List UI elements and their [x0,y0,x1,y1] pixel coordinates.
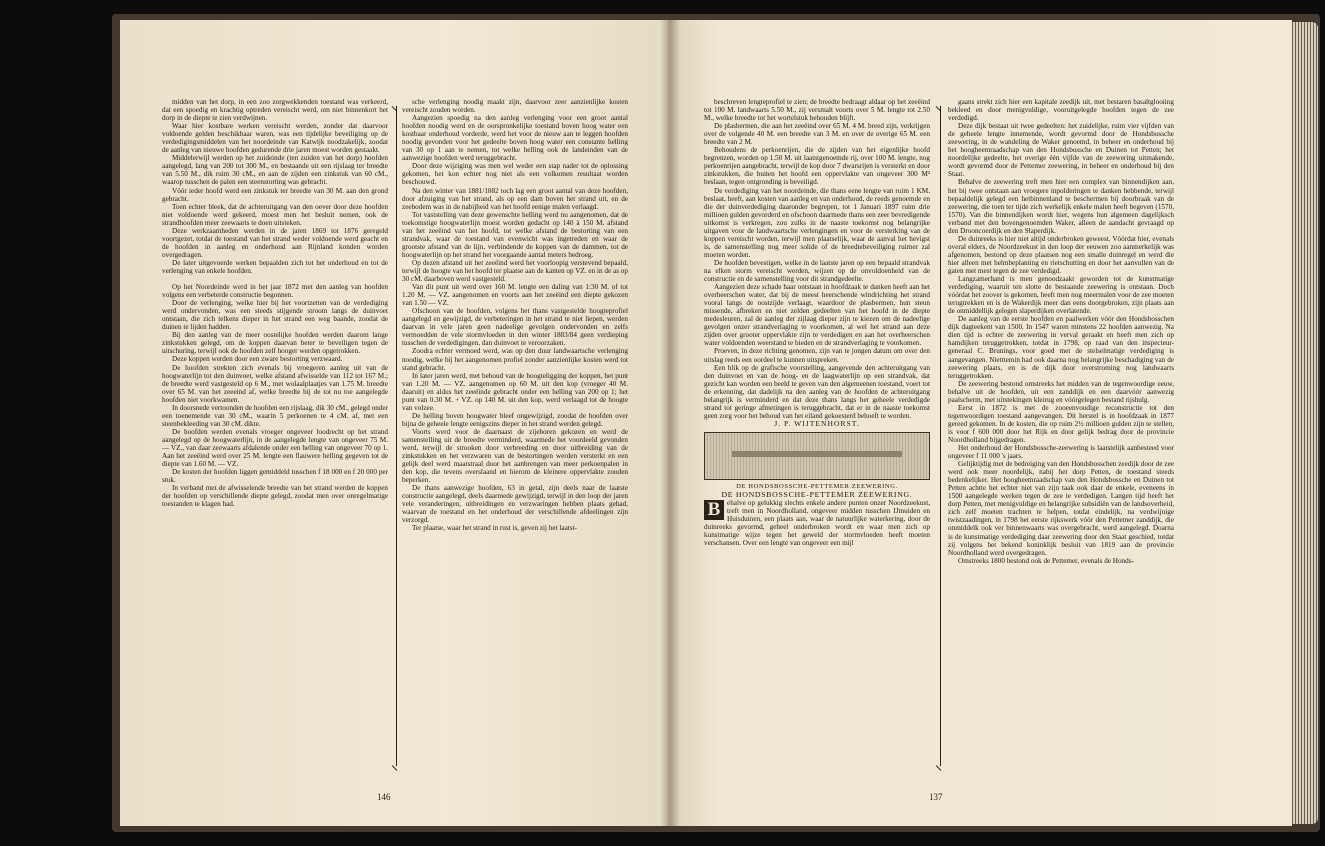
paragraph: Het onderhoud der Hondsbossche-zeewering is laatstelijk aanbesteed voor ongeveer f 11 000 's jaars. [948,444,1174,461]
paragraph: Ter plaatse, waar het strand in rust is, geven zij het laatst- [412,524,577,533]
column-divider [396,106,397,766]
paragraph: De later uitgevoerde werken bepaalden zich tot het onderhoud en tot de verlenging van enkele hoofden. [162,258,388,275]
paragraph: De plasbermen, die aan het zeeëind over 65 M. 4 M. breed zijn, verkrijgen over de volgende 40 M. een breedte van 3 M. en over de overige 65 M. een breedte van 2 M. [704,122,930,147]
paragraph: Tot vaststelling van deze gewenschte helling werd nu aangenomen, dat de toekomstige hoogwaterlijn moest worden gedacht op 140 à 150 M. afstand van het zeeëind van het hoofd, tot welke afstand de bestorting van een strandvak, waar de toestand van evenwicht was ingetreden en waar de grootste afstand van de lijn, verbindende de koppen van de dammen, tot de hoogwaterlijn op het strand het voorgaande aantal meters bedroeg. [402,210,628,259]
paragraph: Aangezien spoedig na den aanleg verlenging voor een groot aantal hoofden noodig werd en de oorspronkelijke toestand boven hoog water een kostbaar onderhoud vorderde, werd het voor de nieuw aan te leggen hoofden noodig gevonden voor het gedeelte boven hoog water een constante helling van 30 op 1 aan te nemen, tot welke helling ook de landeinden van de aanwezige hoofden werd teruggebracht. [402,114,628,163]
paragraph: Toen echter bleek, dat de achteruitgang van den oever door deze hoofden niet voldoende werd gekeerd, moest men het besluit nemen, ook de strandhoofden meer zeewaarts te doen uitsteken. [162,202,388,227]
drop-cap: B [704,500,724,520]
paragraph: Deze werkzaamheden werden in de jaren 1869 tot 1876 geregeld voortgezet, totdat de toestand van het strand weder voldoende werd geacht en de hoofden in aanleg en onderhoud aan Rijnland konden worden overgedragen. [162,226,388,259]
paragraph: Voorts werd voor de daarnaast de zijeboren gekozen en werd de samenstelling uit de breedte verminderd, waarmede het voordeeld gevonden werd, terwijl de strooken door verbreeding en door uitbreiding van de zinkstukken en het verzwaren van de bestortingen werden versterkt en een gelijk deel werd maatstraal door het aanbrengen van meer perkoenpalen in den kop, die tevens overslaand en hierom de kleinere oppervlakte zouden beperken. [402,427,628,485]
paragraph: Vóór ieder hoofd werd een zinkstuk ter breedte van 30 M. aan den grond gebracht. [162,186,388,203]
paragraph: Op dezen afstand uit het zeeëind werd het voorloopig verstevend bepaald, terwijl de hoogte van het hoofd ter plaatse aan de kanten op VZ. en in de as op 30 cM. daarboven werd vastgesteld. [402,258,628,284]
section-title: DE HONDSBOSSCHE-PETTEMER ZEEWERING. [721,489,913,499]
paragraph: In later jaren werd, met behoud van de hoogteligging der koppen, het punt van 1.20 M. — VZ. aangenomen op 60 M. uit den kop (vroeger 40 M. daaruit) en aldus het zeeëinde gebracht onder een helling van 200 op 1; het punt van 0.30 M. + VZ. op 140 M. uit den kop, werd verlaagd tot de hoogte van volzee. [402,371,628,412]
paragraph: Door deze wijziging was men wel weder een stap nader tot de oplossing gekomen, het kon echter nog niet als een volkomen resultaat worden beschouwd. [402,162,628,187]
paragraph: De kosten der hoofden liggen gemiddeld tusschen f 18 000 en f 20 000 per stuk. [162,468,388,485]
paragraph: Een blik op de grafische voorstelling, aangevende den achteruitgang van den duinvoet en van de hoog- en de laagwaterlijn op een strandvak, dat gezicht kan worden een beeld te geven van den algemeenen toestand, voert tot de erkenning, dat dadelijk na den aanleg van de hoofden de achteruitgang belangrijk is verminderd en dat deze thans langs het geheele verdedigde strand tot geringe afmetingen is teruggebracht, dat er in de naaste toekomst geen zorg voor het behoud van het eiland gekoesterd behoeft te worden. [704,363,930,420]
right-column-2 [948,98,1174,565]
paragraph: De hoofden werden evenals vroeger ongeveer loodrecht op het strand aangelegd op de hoogwaterlijn, in de aangelegde lengte van ongeveer 75 M. — VZ., van daar zeewaarts afdalende onder een helling van ongeveer 70 op 1. Aan het zeeëind werd over 25 M. lengte een flauwere helling gegeven tot de diepte van 1.60 M. — VZ. [162,427,388,469]
left-column-2 [402,98,628,533]
page-number-right: 137 [929,792,943,802]
paragraph: Door de verlenging, welke hier bij het voortzetten van de verdediging werd ondervonden, was een steeds stijgende stroom langs de duinvoet ontstaan, die zich telkens dieper in het strand een weg baande, zoodat de duinen te lijden hadden. [162,299,388,332]
paragraph: De hoofden strekten zich evenals bij vroegeren aanleg uit van de hoogwaterlijn tot den duinvoet, welke afstand afwisselde van 112 tot 167 M.; de breedte werd vastgesteld op 6 M., met wolaalplaatjes van 1.75 M. breedte over 65 M. van het zeeeind af, welke breedte bij de tot nu toe aangelegde hoofden niet voorkwamen. [162,363,388,404]
paragraph: Eerst in 1872 is met de zooeenvoudige reconstructie tot den tegenwoordigen toestand aangevangen. Dit herstel is in hoofdzaak in 1877 gereed gekomen. In de kosten, die op ruim 2½ millioen gulden zijn te stellen, is voor f 600 000 door het Rijk en door gelijk bedrag door de provincie Noordholland bijgedragen. [948,403,1174,444]
paragraph: Van dit punt uit werd over 160 M. lengte een daling van 1:30 M. of tot 1.20 M. — VZ. aangenomen en voorts aan het zeeëind een diepte gekozen van 1.50 — VZ. [402,283,628,308]
paragraph: sche verlenging noodig maakt zijn, daarvoor zeer aanzienlijke kosten vereischt zouden worden. [402,98,628,115]
paragraph: De helling boven hoogwater bleef ongewijzigd, zoodat de hoofden over bijna de geheele lengte eenigszins dieper in het strand werden gelegd. [402,411,628,428]
paragraph: Waar hier kostbare werken vereischt werden, zonder dat daarvoor voldoende gelden beschikbaar waren, was een tijdelijke beveiliging op de verdedigingsmiddelen van het noordeinde van Katwijk noodzakelijk, zoodat de aanleg van nieuwe hoofden gedurende drie jaren moest worden gestaakt. [162,122,388,155]
paragraph [704,499,930,547]
paragraph: Op het Noordeinde werd in het jaar 1872 met den aanleg van hoofden volgens een verbeterde constructie begonnen. [162,283,388,300]
paragraph: De aanleg van de eerste hoofden en paalwerken vóór den Hondsbosschen dijk dagteekent van 1500. In 1547 waren minstens 22 hoofden aanwezig. Na dien tijd is echter de zeewering in verval geraakt en heeft men zich op hamdijken teruggetrokken, totdat in 1798, op raad van den inspecteur-generaal C. Brunings, voor goed met de stelselmatige verdediging is aangevangen. Nietttemin had ook daarna nog belangrijke beschadiging van de zeewering plaats, en is de dijk door overstroming nog landwaarts teruggetrokken. [948,315,1174,380]
paragraph: Behalve de zeewering treft men hier een complex van binnendijken aan, het bij twee ontstaan aan vroegere inpolderingen te danken hebbende, terwijl bepaaldelijk gelegd een hetbinnenland te beschermen bij doorbraak van de zeewering, die toen ter tijde zich werkelijk enkele malen heeft begeven (1570, 1570). Van die binnendijken wordt hier, wegens hun algemeen dagelijksch verband met den bovengenoemden Waker, alleen de aandacht gevraagd op den Drooncoerdijk en den Slaperdijk. [948,178,1174,235]
paragraph: gaans strekt zich hier een kapitale zeedijk uit, met bestaren basaltglooiing bekleed en door menigvuldige, vooruitgelegde hoofden tegen de zee verdedigd. [948,98,1174,123]
column-divider [940,106,941,766]
paragraph: Deze dijk bestaat uit twee gedeelten: het zuidelijke, ruim vier vijfden van de geheele lengte innemende, wordt gevormd door de Hondsbossche zeewering, in de wandeling de Waker genoemd, in beheer en onderhoud bij het hoogheemraadschap van den Hondsbossche en Duinen tot Petten; het noordelijke gedeelte, het overige één vijfde van de zeewering uitmakende, wordt gevormd door de Pettemer zeewering, in beheer en onderhoud bij den Staat. [948,122,1174,179]
paragraph: Gelijktijdig met de bedreiging van den Hondsbosschen zeedijk door de zee werd ook meer noordelijk, nabij het dorp Petten, de toestand steeds bedenkelijker. Het hoogheemraadschap van den Hondsbossche en Duinen tot Petten achtte het echter niet van zijn taak ook daar de enkele, eveneens in 1500 aangelegde werken tegen de zee te verdedigen. Langen tijd heeft het dorp Petten, met menigvuldige en belangrijke subsidiën van de landsoverheid, zich zelf moeten trachten te helpen, totdat eindelijk, na verdwijnige twistzaadingen, in 1798 het eerste rijkswerk vóór den Pettemer zanddijk, die onmiddelk ook ver binnenwaarts was overgebracht, werd aangelegd. Doarna is de kunstmatige verdediging daar zeewering door den Staat geschied, totdat zij volgens het bekend koninklijk besluit van 1819 aan de provincie Noordholland werd overgedragen. [948,460,1174,557]
page-number-left: 146 [377,792,391,802]
paragraph: Middelerwijl werden op het zuideinde (ten zuiden van het dorp) hoofden aangelegd, lang van 200 tot 300 M., en bestaande uit een rijslaag ter breedte van 5.50 M., dik ruim 30 cM., en aan de zijden een zinkstuk van 60 cM., waarop tusschen de palen een steenstorting was gebracht. [162,154,388,187]
paragraph: Na den winter van 1881/1882 toch lag een groot aantal van deze hoofden, door afzuiging van het strand, als op een dam boven het strand uit, en de zeebodem was in de nabijheid van het hoofd eenige malen verlaagd. [402,186,628,211]
paragraph: midden van het dorp, in een zoo zorgwekkenden toestand was verkeerd, dat een spoedig en krachtig optreden vereischt werd, om niet binnenkort het dorp in de diepte te zien verdwijnen. [162,98,388,123]
paragraph: De duinreeks is hier niet altijd onderbroken geweest. Vóórdat hier, evenals overal elders, de Noordzeekust in den loop der eeuwen zoo aanmerkelijk was afgenomen, bestond op deze plaatsen nog een smalle duinregel en werd die hier alleen met helmbeplanting en rietschutting en door het aanvullen van de gaten met mest tegen de zee verdedigd. [948,234,1174,275]
paragraph: De verdediging van het noordeinde, die thans eene lengte van ruim 1 KM. beslaat, heeft, aan kosten van aanleg en van onderhoud, de reeds genoemde en die der duinverdediging daaronder begrepen, tot 1 Januari 1897 ruim drie millioen gulden gevorderd en ofschoon daarmede thans een zeer bevredigende uitkomst is verkregen, zou zulks in de naaste toekomst nog belangrijke uitgaven voor de landwaartsche verlengingen en voor de versterking van de koppen vereischt worden, terwijl men plaatselijk, waar de aanval het hevigst is, de samenstelling nog meer solide of de breedtebeveiliging ruimer zal moeten worden. [704,186,930,259]
author-signature: J. P. WIJTENHORST. [774,418,860,428]
paragraph: beschreven lengteprofiel te zien; de breedte bedraagt aldaar op het zeeëind tot 100 M. landwaarts 5.50 M., zij versmalt voorts over 5 M. lengte tot 2.50 M., welke breedte tot het wortelstuk behouden blijft. [704,98,930,123]
paragraph: In verband met de afwisselende breedte van het strand werden de koppen der hoofden op verschillende diepte gelegd, zoodat men over onregelmatige toestanden te klagen had. [162,484,388,509]
paragraph: In doorsnede vertoonden de hoofden een rijslaag, dik 30 cM., gelegd onder een toenemende van 30 cM., waarin 5 perkoenen te 4 cM. af, met een steenbekleeding van 30 cM. dikte. [162,403,388,428]
paragraph: De thans aanwezige hoofden, 63 in getal, zijn deels naar de laatste constructie aangelegd, deels daarmede gewijzigd, terwijl in den loop der jaren vele veranderingen, uitbreidingen en verzwaringen hebben plaats gehad, waarvan de toestand en het onderhoud der verschillende afdeelingen zijn verzorgd. [402,484,628,525]
paragraph: Aangezien deze schade haar ontstaan in hoofdzaak te danken heeft aan het overheerschen water, dat bij de meest heerschende windrichting het strand vooral langs de oostzijde verlaagt, waardoor de plasbermen, hun steun missende, afbreken en niet zelden gedeelten van het hoofd in de diepte medesleuren, zal de aanleg der zijlaag dieper zijn te kiezen om de nadeelige gevolgen onzer strandverlaging te voorkomen, al wel het strand aan deze zijden over grooter oppervlakte zijn te verdedigen en aan het overheerschen water voldoenden weerstand te bieden en de strandverlaging te voorkomen. [704,283,930,348]
paragraph-text: ehalve op gelukkig slechts enkele andere punten onzer Noordzeekust, treft men in Noordholland, ongeveer midden tusschen IJmuiden en Huisduinen, een plaats aan, waar de natuurlijke waterkering, door de duinreeks gevormd, geheel onderbroken wordt en waar men zich op kunstmatige wijze tegen het geweld der stormvloeden heeft moeten verschansen. Over een lengte van ongeveer een mijl [704,499,930,548]
paragraph: De hoofden bevestigen, welke in de laatste jaren op een bepaald strandvak na elken storm vereischt werden, wijzen op de onvoldoenheid van de constructie en de samenstelling voor dit strandgedeelte. [704,258,930,284]
paragraph: Behoudens de perkoenrijen, die de zijden van het eigenlijke hoofd begrenzen, worden op 1.50 M. uit laatstgenoemde rij, over 100 M. lengte, nog perkoenrijen aangebracht, terwijl de kop door 7 dwarsrijen is versterkt en door zinkstukken, die buiten het hoofd een oppervlakte van ongeveer 300 M² beslaan, tegen ontgronding is beveiligd. [704,146,930,187]
right-column-1 [704,98,930,547]
page-edges [1292,22,1318,824]
section-gap [162,275,388,283]
paragraph: Omstreeks 1800 bestond ook de Pettemer, evenals de Honds- [958,556,1134,565]
left-column-1 [162,98,388,508]
paragraph: Langzamerhand is men genoodzaakt geworden tot de kunstmatige verdediging, waaruit ten slotte de bestaande zeewering is ontstaan. Doch vóórdat het zoover is gekomen, heeft men nog meermalen voor de zee moeten terugtrekken en is de Wakerdijk meer dan eens doorgebroken, zijn plaats aan de onmiddellijk gelegen slaperdijken overlatende. [948,275,1174,316]
paragraph: De zeewering bestond omstreeks het midden van de tegenwoordige eeuw, behalve uit de hoofden, uit een zanddijk en een daarvóór aanwezig paalscherm, met uitstekingen kleirug en vóórgelegen bestand rijshulg. [948,379,1174,404]
engraving-illustration [704,432,930,480]
left-page [120,20,668,826]
paragraph: Proeven, in deze richting genomen, zijn van te jongen datum om over den uitslag reeds een oordeel te kunnen uitspreken. [704,347,930,364]
book-gutter [660,20,680,826]
right-page [668,20,1292,826]
paragraph: Deze koppen werden door een zware bestorting verzwaard. [172,355,343,364]
paragraph: Ofschoon van de hoofden, volgens het thans vastgestelde hoogteprofiel aangelegd en gewijzigd, de verbeteringen in het strand te niet liepen, werden daarvan in vele jaren geen nadeelige gevolgen ondervonden en zelfs vermoedden de vele stormvloeden in den winter 1883/84 geen verdieping tusschen de verdedigingen, dan duinvoet te veroorzaken. [402,307,628,348]
paragraph: Zoodra echter vermoed werd, was op den duur landwaartsche verlenging noodig, welke bij het aangenomen profiel zonder aanzienlijke kosten werd tot stand gebracht. [402,347,628,372]
illustration-caption: DE HONDSBOSSCHE-PETTEMER ZEEWERING. [736,482,898,490]
paragraph: Bij den aanleg van de meer oostelijke hoofden werden daarom lange zinkstukken gelegd, om de koppen daarvan beter te beveiligen tegen de uitschuring, terwijl ook de hoofden zelf hooger werden opgetrokken. [162,331,388,356]
